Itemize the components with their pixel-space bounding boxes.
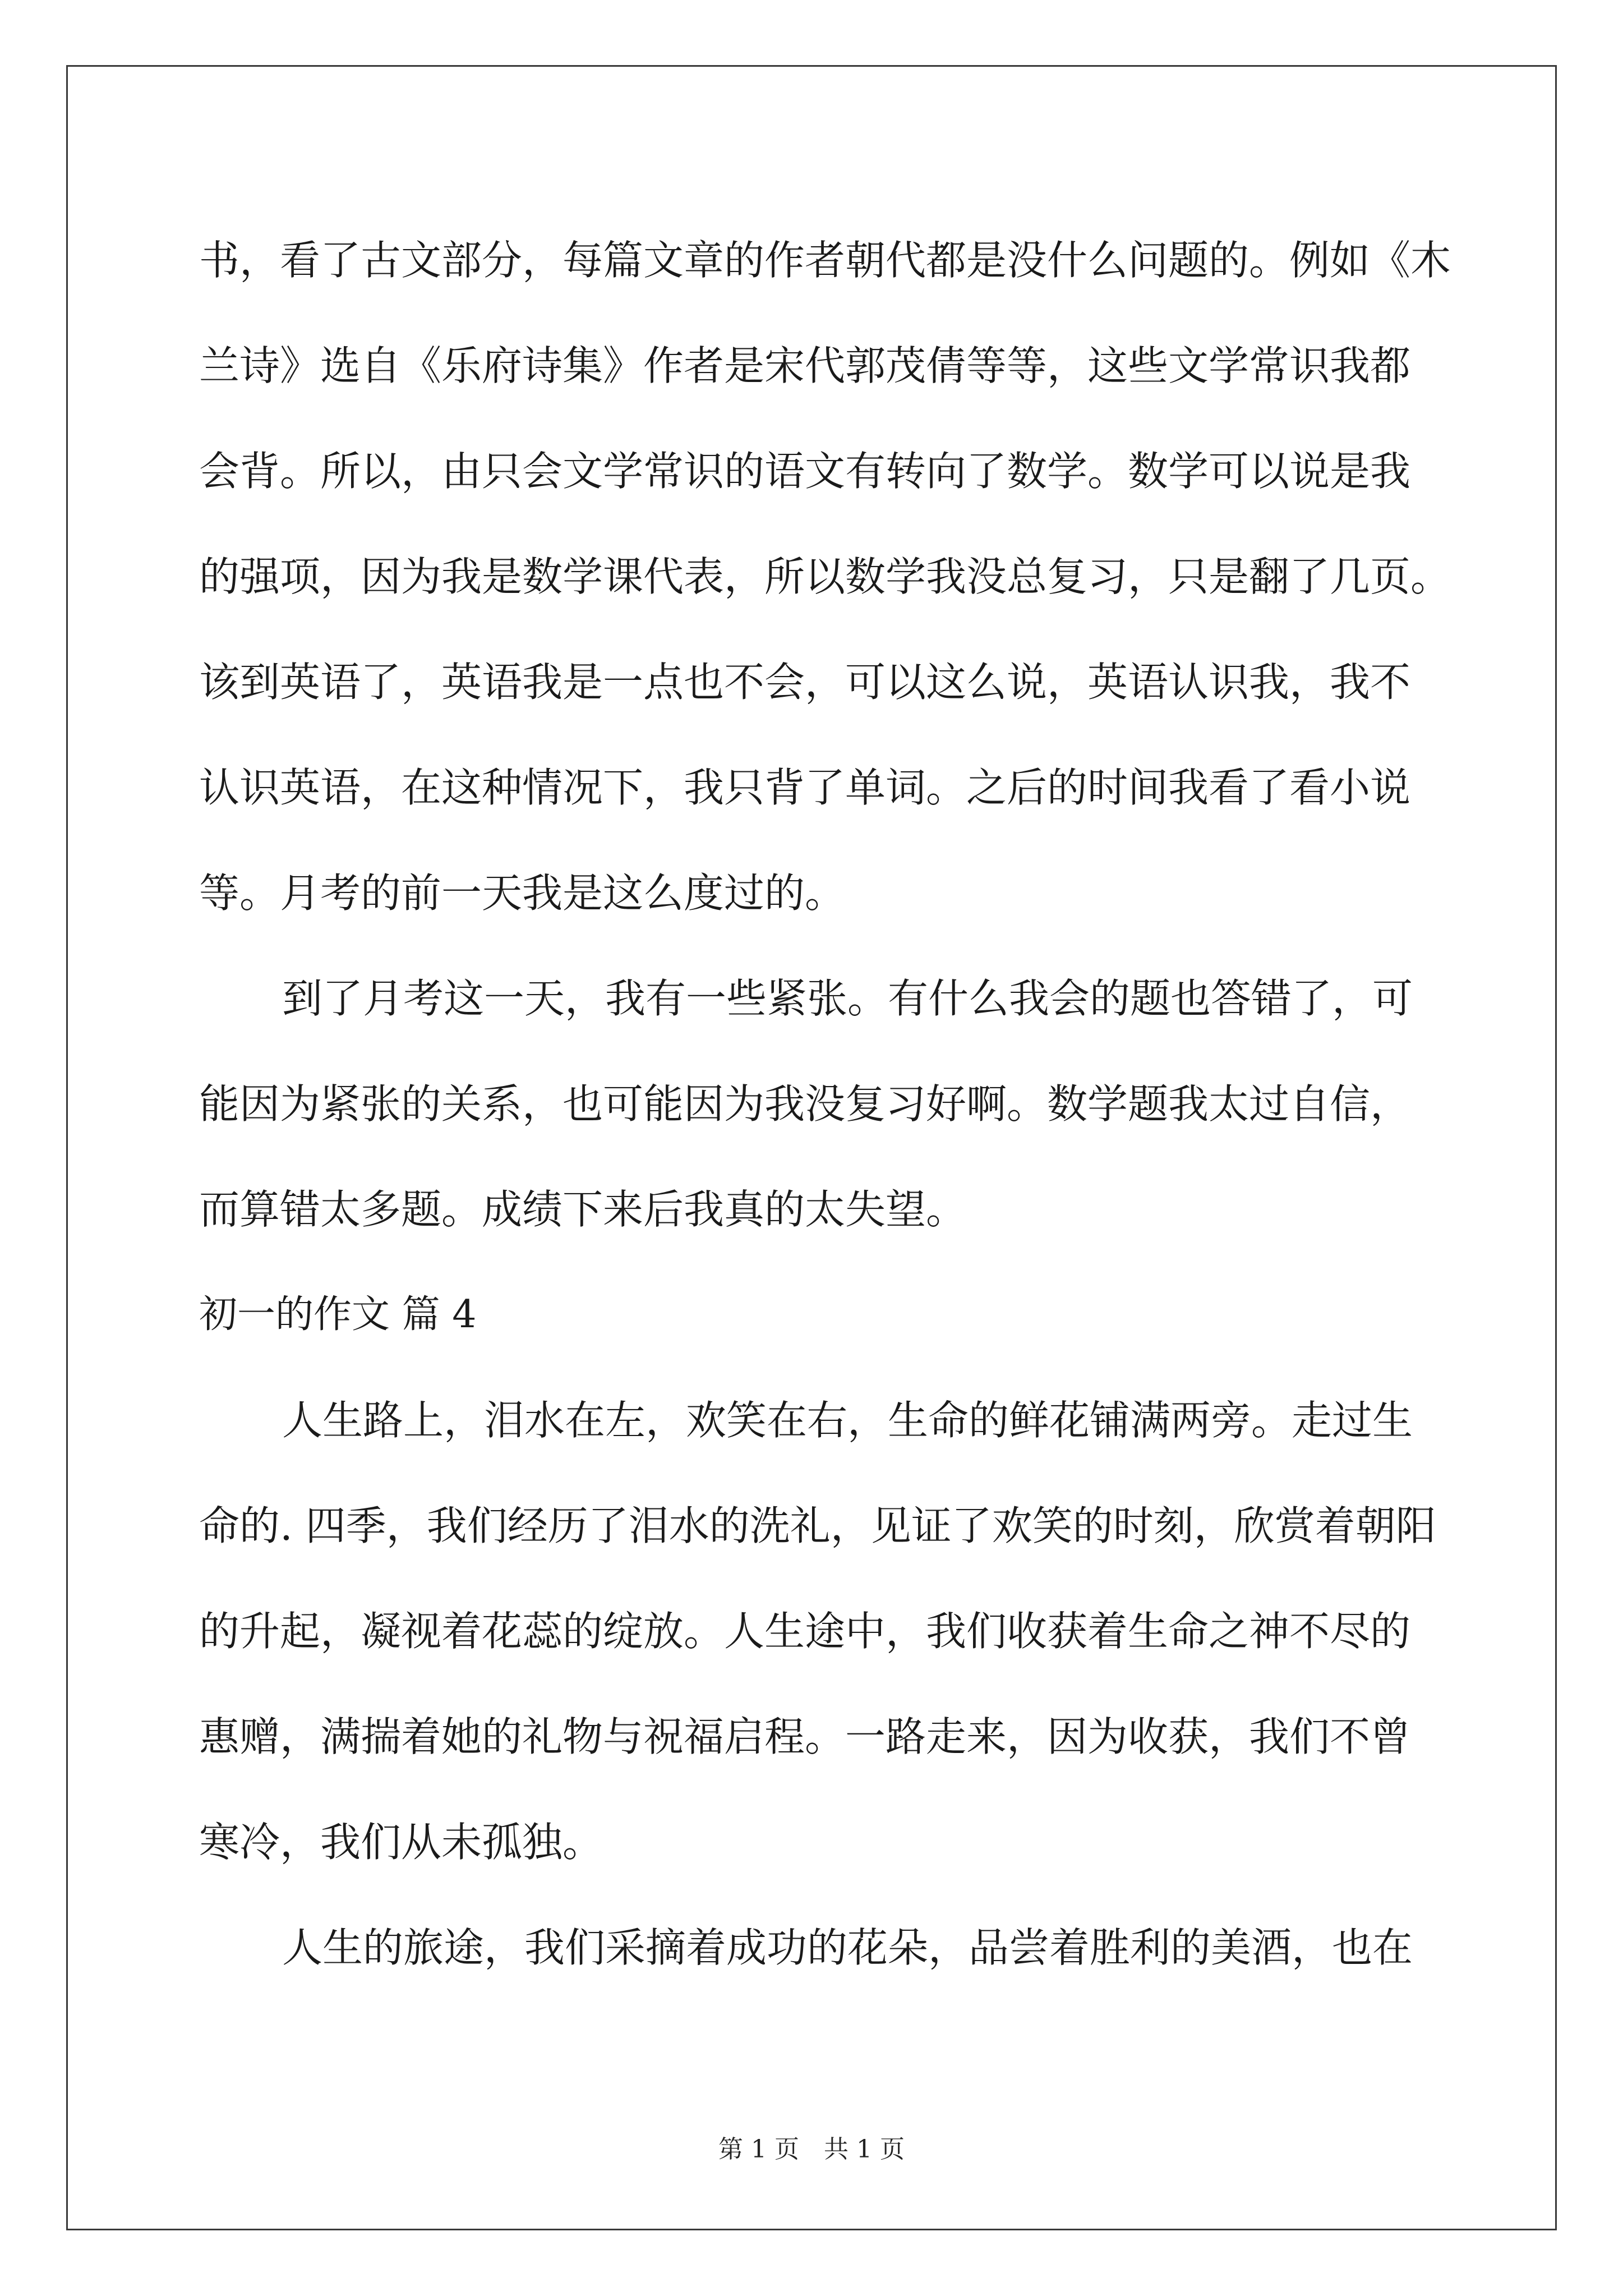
text-line: 会背。所以，由只会文学常识的语文有转向了数学。数学可以说是我 (199, 448, 1411, 495)
page-footer: 第 1 页 共 1 页 (718, 2135, 905, 2164)
text-line: 能因为紧张的关系，也可能因为我没复习好啊。数学题我太过自信， (199, 1080, 1411, 1128)
paragraph-start-line: 到了月考这一天，我有一些紧张。有什么我会的题也答错了，可 (282, 975, 1413, 1022)
text-line: 命的. 四季，我们经历了泪水的洗礼，见证了欢笑的时刻，欣赏着朝阳 (199, 1502, 1436, 1549)
document-body (199, 208, 1455, 2000)
paragraph-start-line: 人生的旅途，我们采摘着成功的花朵，品尝着胜利的美酒，也在 (282, 1924, 1413, 1971)
text-line: 而算错太多题。成绩下来后我真的太失望。 (199, 1186, 967, 1233)
text-line: 等。月考的前一天我是这么度过的。 (199, 869, 846, 917)
text-line: 书，看了古文部分，每篇文章的作者朝代都是没什么问题的。例如《木 (199, 237, 1451, 284)
text-line: 该到英语了，英语我是一点也不会，可以这么说，英语认识我，我不 (199, 659, 1411, 706)
text-line: 的升起，凝视着花蕊的绽放。人生途中，我们收获着生命之神不尽的 (199, 1608, 1411, 1655)
text-line: 认识英语，在这种情况下，我只背了单词。之后的时间我看了看小说 (199, 764, 1411, 811)
text-line: 寒冷，我们从未孤独。 (199, 1819, 603, 1866)
text-line: 的强项，因为我是数学课代表，所以数学我没总复习，只是翻了几页。 (199, 553, 1451, 600)
section-heading: 初一的作文 篇 4 (199, 1292, 477, 1337)
text-line: 惠赠，满揣着她的礼物与祝福启程。一路走来，因为收获，我们不曾 (199, 1713, 1411, 1760)
text-line: 兰诗》选自《乐府诗集》作者是宋代郭茂倩等等，这些文学常识我都 (199, 342, 1411, 389)
paragraph-start-line: 人生路上，泪水在左，欢笑在右，生命的鲜花铺满两旁。走过生 (282, 1397, 1413, 1444)
